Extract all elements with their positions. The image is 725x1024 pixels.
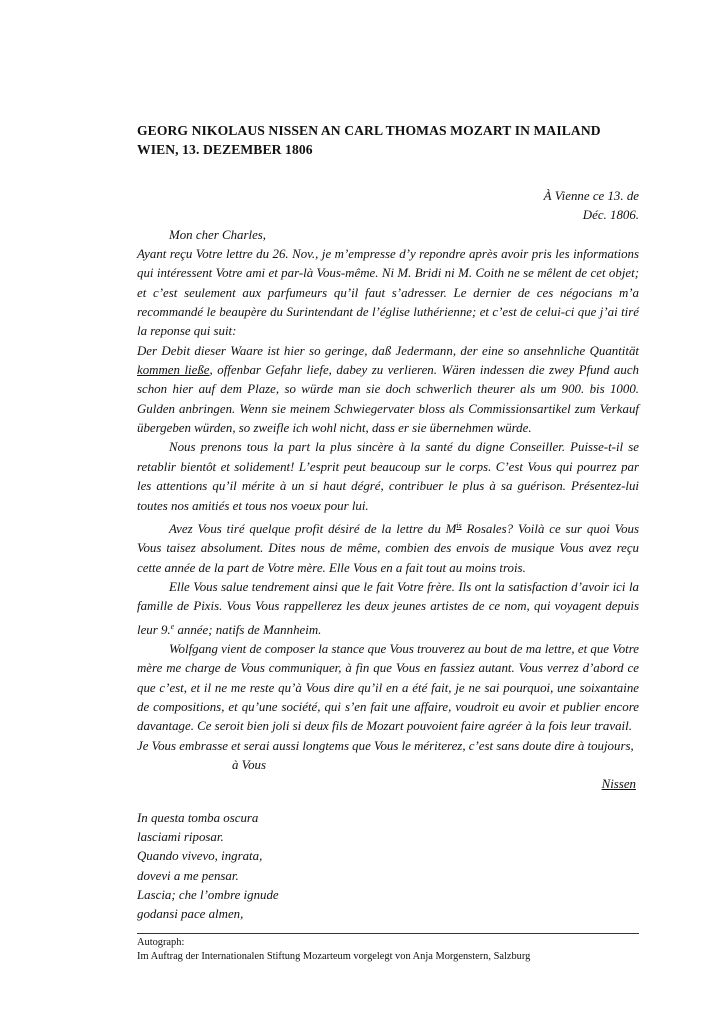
paragraph-4 xyxy=(137,516,639,578)
place-date-line-1: À Vienne ce 13. de xyxy=(543,189,639,203)
paragraph-2-part-a: Der Debit dieser Waare ist hier so geringe, daß Jedermann, der eine so ansehnliche Quantität xyxy=(137,343,639,358)
place-date-line-2: Déc. 1806. xyxy=(582,208,639,223)
footer-line-1: Autograph: xyxy=(137,937,185,948)
paragraph-2-german-quote xyxy=(137,342,639,439)
poem-line: Lascia; che l’ombre ignude xyxy=(137,888,279,903)
title-line-2: WIEN, 13. DEZEMBER 1806 xyxy=(137,142,313,157)
paragraph-2-part-b: , offenbar Gefahr liefe, dabey zu verlieren. Wären indessen die zwey Pfund auch schon hier auf dem Plaze, so würde man sie doch schwerlich theurer als um 900. bis 1000. Gulden anbringen. Wenn sie meinem Schwiegervater bloss als Commissionsartikel zum Verkauf übergeben würden, so zweifle ich wohl nicht, dass er sie übernehmen würde. xyxy=(137,363,639,436)
paragraph-5-part-a: Elle Vous salue tendrement ainsi que le fait Votre frère. Ils ont la satisfaction d’avoir ici la famille de Pixis. Vous Vous rappellerez les deux jeunes artistes de ce nom, qui voyagent depuis leur 9. xyxy=(137,579,639,637)
poem-stanza xyxy=(137,809,639,925)
footer-line-2: Im Auftrag der Internationalen Stiftung Mozarteum vorgelegt von Anja Morgenstern, Salzburg xyxy=(137,950,531,962)
letter-body xyxy=(137,187,639,925)
signature: Nissen xyxy=(601,777,636,792)
underlined-text: kommen ließe xyxy=(137,363,210,378)
paragraph-1: Ayant reçu Votre lettre du 26. Nov., je m’empresse d’y repondre après avoir pris les informations qui intéressent Votre ami et par-là Vous-même. Ni M. Bridi ni M. Coith ne se mêlent de cet objet; et c’est seulement aux parfumeurs qu’il faut s’adresser. Le dernier de ces négocians m’a recommandé le beaupère du Surintendant de l’église luthérienne; et c’est de celui-ci que j’ai tiré la reponse qui suit: xyxy=(137,247,639,339)
signature-line xyxy=(137,775,639,794)
paragraph-5 xyxy=(137,578,639,640)
poem-line: godansi pace almen, xyxy=(137,907,244,922)
poem-line: Quando vivevo, ingrata, xyxy=(137,849,263,864)
document-title xyxy=(137,121,637,159)
paragraph-6: Wolfgang vient de composer la stance que Vous trouverez au bout de ma lettre, et que Votre mère me charge de Vous communiquer, à fin que Vous en fassiez autant. Vous verrez d’abord ce que c’est, et il ne me reste qu’à Vous dire qu’il en a été fait, je ne sai pourquoi, une soixantaine de compositions, et qu’une société, qui s’en fait une affaire, voudroit eu avoir et publier encore davantage. Ce seroit bien joli si deux fils de Mozart pouvoient faire agréer à la fois leur travail. xyxy=(137,641,639,734)
poem-line: dovevi a me pensar. xyxy=(137,868,239,883)
paragraph-3: Nous prenons tous la part la plus sincère à la santé du digne Conseiller. Puisse-t-il se retablir bientôt et solidement! L’esprit peut beaucoup sur le corps. C’est Vous qui pourrez par les attentions qu’il mérite à un si haut dégré, contribuer le plus à sa guérison. Présentez-lui toutes nos amitiés et tous nos voeux pour lui. xyxy=(137,440,639,513)
footer-divider xyxy=(137,933,639,934)
paragraph-4-part-b: Rosales? Voilà ce sur quoi Vous Vous taisez absolument. Dites nous de même, combien des envois de musique Vous avez reçu cette année de la part de Votre mère. Elle Vous en a fait tout au moins trois. xyxy=(137,521,639,575)
closing-line-1: Je Vous embrasse et serai aussi longtems que Vous le mériterez, c’est sans doute dire à toujours, xyxy=(137,738,634,753)
superscript-abbrev: is xyxy=(456,520,462,530)
paragraph-4-part-a: Avez Vous tiré quelque profit désiré de la lettre du M xyxy=(169,521,457,536)
closing-line-2: à Vous xyxy=(232,757,267,772)
title-line-1: GEORG NIKOLAUS NISSEN AN CARL THOMAS MOZART IN MAILAND xyxy=(137,123,601,138)
poem-line: lasciami riposar. xyxy=(137,830,224,844)
poem-line: In questa tomba oscura xyxy=(137,810,259,825)
superscript-ordinal: e xyxy=(170,621,175,631)
paragraph-5-part-b: année; natifs de Mannheim. xyxy=(174,622,322,637)
salutation: Mon cher Charles, xyxy=(169,227,267,242)
footer xyxy=(137,936,657,963)
